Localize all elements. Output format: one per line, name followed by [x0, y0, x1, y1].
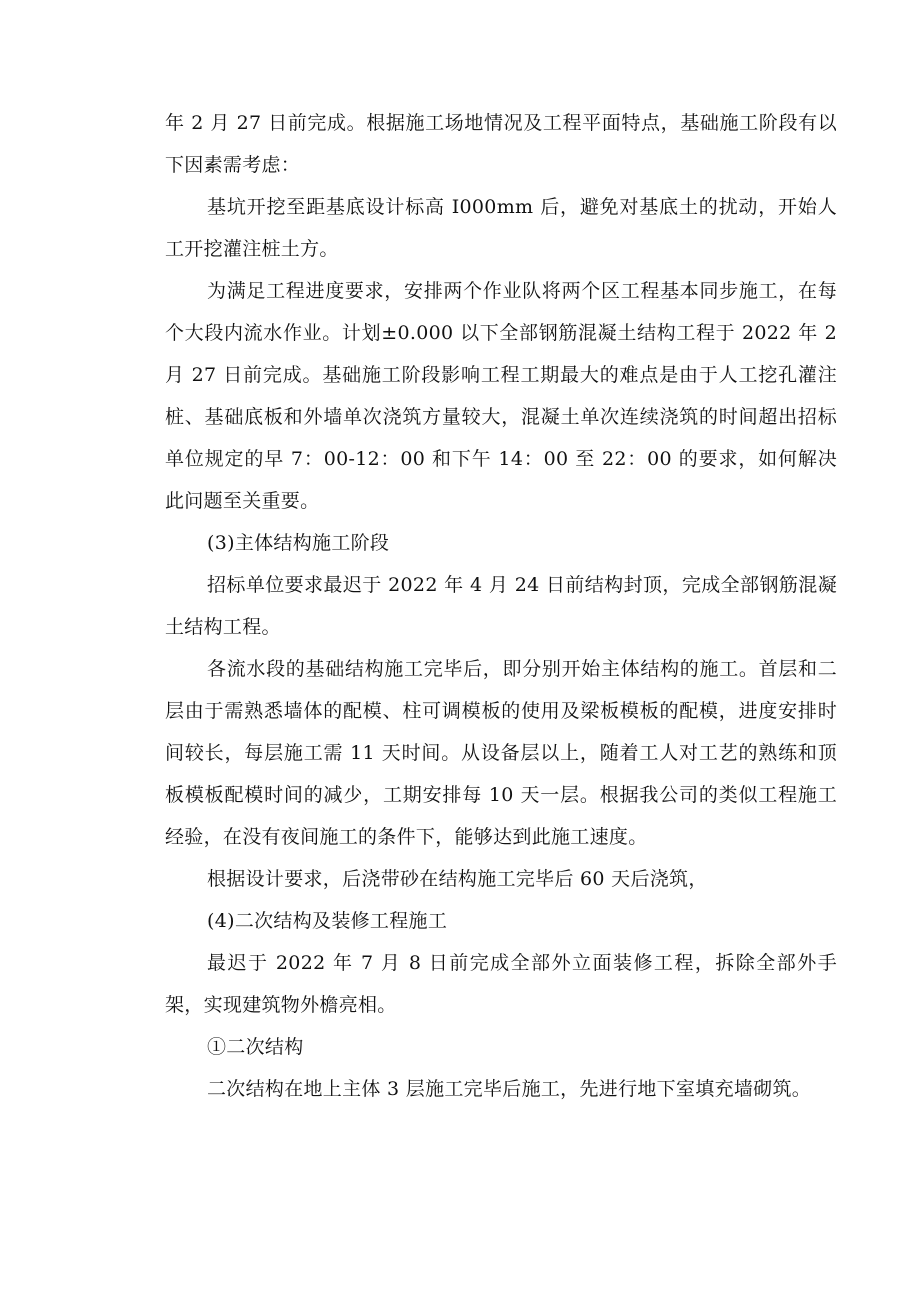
- section-heading-secondary-structure: (4)二次结构及装修工程施工: [207, 910, 448, 932]
- paragraph-main-structure-progress: 各流水段的基础结构施工完毕后，即分别开始主体结构的施工。首层和二层由于需熟悉墙体的配模、柱可调模板的使用及梁板模板的配模，进度安排时间较长，每层施工需 11 天时间。从设备层以上，随着工人对工艺的熟练和顶板模板配模时间的减少，工期安排每 10 天一层。根据我公司的类似工程施工经验，在没有夜间施工的条件下，能够达到此施工速度。: [165, 658, 837, 848]
- paragraph-continuation: 年 2 月 27 日前完成。根据施工场地情况及工程平面特点，基础施工阶段有以下因素需考虑：: [165, 112, 837, 176]
- paragraph-infill-wall: 二次结构在地上主体 3 层施工完毕后施工，先进行地下室填充墙砌筑。: [207, 1078, 812, 1100]
- document-body: [165, 102, 837, 1110]
- paragraph-excavation: 基坑开挖至距基底设计标高 I000mm 后，避免对基底土的扰动，开始人工开挖灌注桩土方。: [165, 196, 837, 260]
- paragraph-schedule-requirement: 为满足工程进度要求，安排两个作业队将两个区工程基本同步施工，在每个大段内流水作业。计划±0.000 以下全部钢筋混凝土结构工程于 2022 年 2 月 27 日前完成。基础施工阶段影响工程工期最大的难点是由于人工挖孔灌注桩、基础底板和外墙单次浇筑方量较大，混凝土单次连续浇筑的时间超出招标单位规定的早 7：00-12：00 和下午 14：00 至 22：00 的要求，如何解决此问题至关重要。: [165, 280, 837, 512]
- paragraph-post-pour-strip: 根据设计要求，后浇带砂在结构施工完毕后 60 天后浇筑，: [207, 868, 708, 890]
- subheading-secondary-structure: ①二次结构: [207, 1036, 304, 1058]
- paragraph-facade-completion: 最迟于 2022 年 7 月 8 日前完成全部外立面装修工程，拆除全部外手架，实现建筑物外檐亮相。: [165, 952, 837, 1016]
- section-heading-main-structure: (3)主体结构施工阶段: [207, 532, 390, 554]
- paragraph-topping-out: 招标单位要求最迟于 2022 年 4 月 24 日前结构封顶，完成全部钢筋混凝土结构工程。: [165, 574, 837, 638]
